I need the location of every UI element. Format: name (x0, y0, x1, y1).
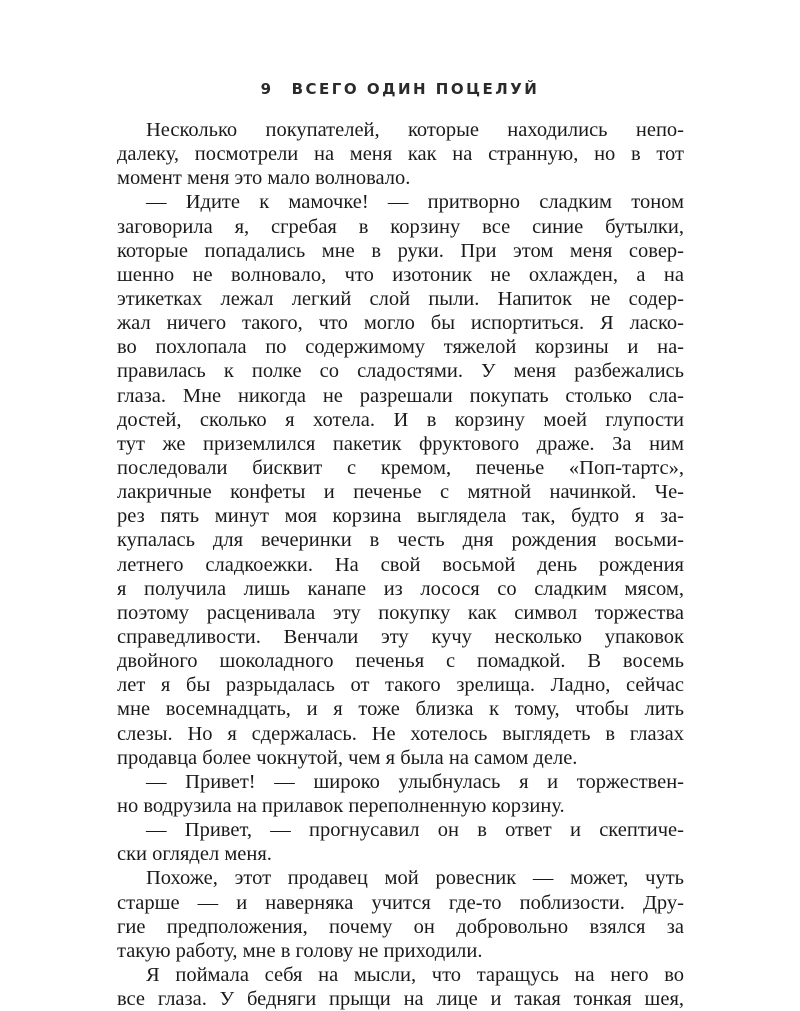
text-line: которые попадались мне в руки. При этом меня совер- (117, 239, 684, 262)
text-line: гие предположения, почему он добровольно взялся за (117, 915, 684, 938)
text-line: слезы. Но я сдержалась. Не хотелось выглядеть в глазах (117, 722, 684, 745)
body-text (117, 118, 684, 1011)
text-line: жал ничего такого, что могло бы испортиться. Я ласко- (117, 312, 684, 335)
text-line: тут же приземлился пакетик фруктового драже. За ним (117, 432, 684, 455)
text-line: — Идите к мамочке! — притворно сладким тоном (146, 191, 684, 214)
text-line: все глаза. У бедняги прыщи на лице и такая тонкая шея, (117, 988, 684, 1011)
text-line: — Привет, — прогнусавил он в ответ и скептиче- (146, 819, 684, 842)
text-line: правилась к полке со сладостями. У меня разбежались (117, 360, 684, 383)
text-line: Я поймала себя на мысли, что таращусь на него во (146, 963, 684, 986)
running-head (0, 80, 800, 98)
text-line: последовали бисквит с кремом, печенье «Поп-тартс», (117, 456, 684, 479)
text-line: достей, сколько я хотела. И в корзину моей глупости (117, 408, 684, 431)
text-line: двойного шоколадного печенья с помадкой. В восемь (117, 650, 684, 673)
text-line: Похоже, этот продавец мой ровесник — может, чуть (146, 867, 684, 890)
text-line: но водрузила на прилавок переполненную корзину. (117, 794, 565, 817)
text-line: — Привет! — широко улыбнулась я и торжествен- (146, 770, 684, 793)
text-line: я получила лишь канапе из лосося со сладким мясом, (117, 577, 684, 600)
text-line: заговорила я, сгребая в корзину все синие бутылки, (117, 215, 684, 238)
text-line: глаза. Мне никогда не разрешали покупать столько сла- (117, 384, 684, 407)
text-line: мне восемнадцать, и я тоже близка к тому, чтобы лить (117, 698, 684, 721)
text-line: старше — и наверняка учится где-то поблизости. Дру- (117, 891, 684, 914)
text-line: такую работу, мне в голову не приходили. (117, 939, 483, 962)
text-line: продавца более чокнутой, чем я была на самом деле. (117, 746, 578, 769)
text-line: во похлопала по содержимому тяжелой корзины и на- (117, 336, 684, 359)
text-line: справедливости. Венчали эту кучу несколько упаковок (117, 625, 684, 648)
text-line: поэтому расценивала эту покупку как символ торжества (117, 601, 684, 624)
text-line: этикетках лежал легкий слой пыли. Напиток не содер- (117, 287, 684, 310)
text-line: купалась для вечеринки в честь дня рождения восьми- (117, 529, 684, 552)
text-line: шенно не волновало, что изотоник не охлажден, а на (117, 263, 684, 286)
text-line: далеку, посмотрели на меня как на странную, но в тот (117, 143, 684, 166)
text-line: летнего сладкоежки. На свой восьмой день рождения (117, 553, 684, 576)
book-title: ВСЕГО ОДИН ПОЦЕЛУЙ (291, 80, 540, 98)
text-line: лет я бы разрыдалась от такого зрелища. Ладно, сейчас (117, 674, 684, 697)
text-line: рез пять минут моя корзина выглядела так, будто я за- (117, 505, 684, 528)
text-line: ски оглядел меня. (117, 843, 272, 866)
text-line: лакричные конфеты и печенье с мятной начинкой. Че- (117, 481, 684, 504)
text-line: Несколько покупателей, которые находились непо- (146, 119, 684, 141)
text-line: момент меня это мало волновало. (117, 167, 411, 190)
page-number: 9 (260, 80, 274, 98)
